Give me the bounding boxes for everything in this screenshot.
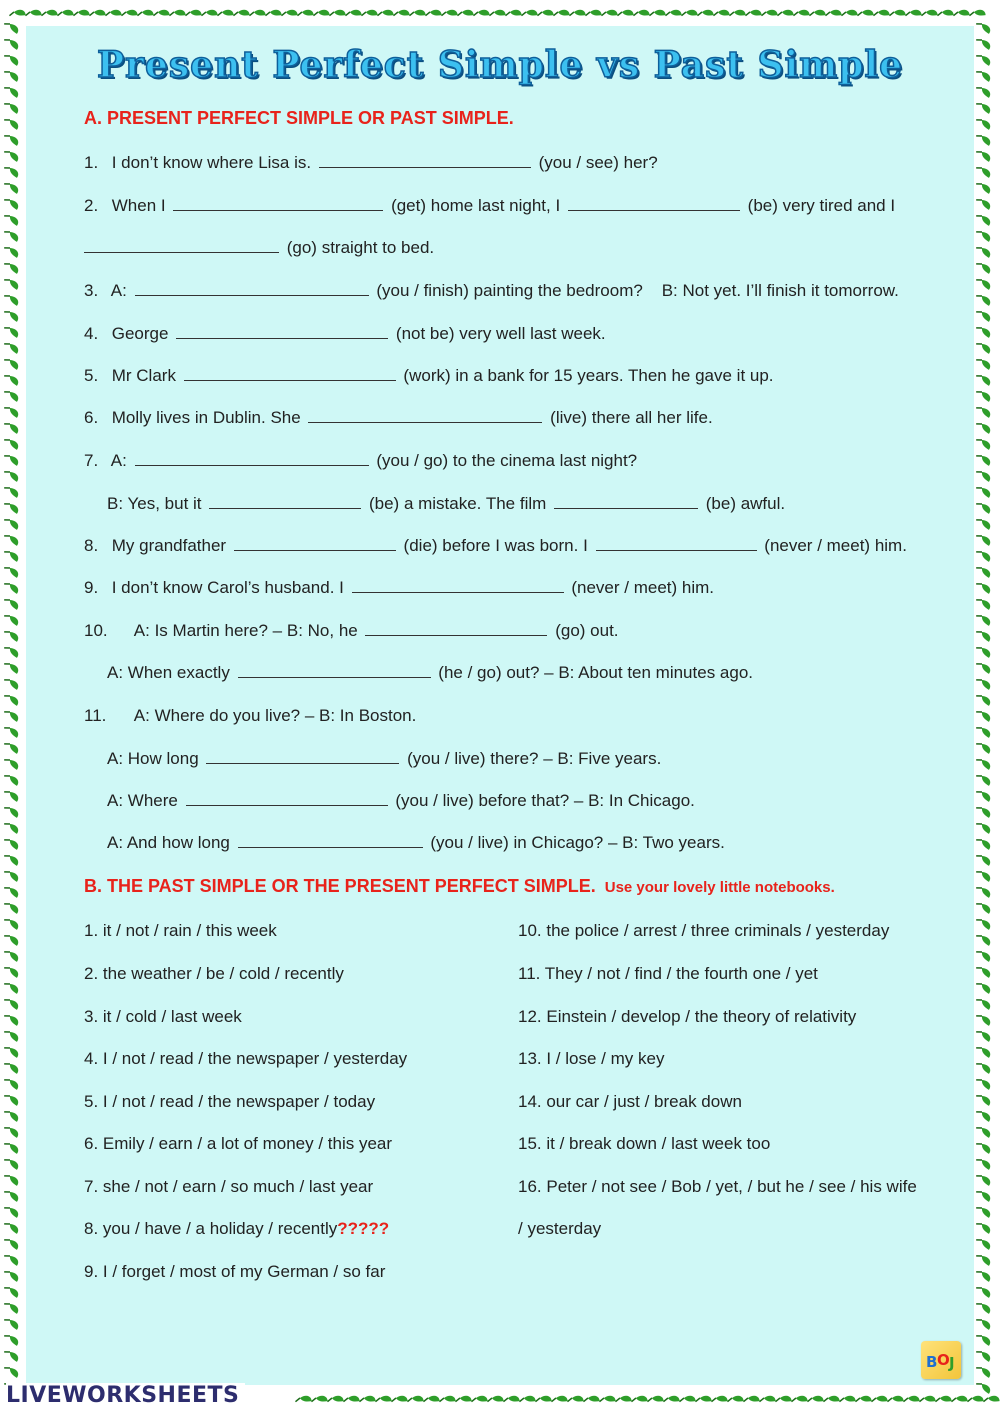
exercise-a-11: 11. A: Where do you live? – B: In Boston. xyxy=(84,706,417,725)
exercise-b-right-16-cont: / yesterday xyxy=(518,1219,602,1238)
worksheet-title: Present Perfect Simple vs Past Simple xyxy=(96,44,904,86)
exercise-a-5: 5. Mr Clark (work) in a bank for 15 years. Then he gave it up. xyxy=(84,366,774,385)
svg-text:O: O xyxy=(937,1351,950,1369)
answer-blank[interactable] xyxy=(209,494,361,509)
exercise-a-11-b: A: How long (you / live) there? – B: Five years. xyxy=(107,749,662,768)
exercise-a-1: 1. I don’t know where Lisa is. (you / see) her? xyxy=(84,153,658,172)
exercise-a-10-b: A: When exactly (he / go) out? – B: About ten minutes ago. xyxy=(107,663,754,682)
exercise-b-left-9: 9. I / forget / most of my German / so far xyxy=(84,1262,386,1281)
exercise-a-3: 3. A: (you / finish) painting the bedroom? B: Not yet. I’ll finish it tomorrow. xyxy=(84,281,899,300)
exercise-b-left-5: 5. I / not / read / the newspaper / today xyxy=(84,1092,376,1111)
exercise-a-6: 6. Molly lives in Dublin. She (live) there all her life. xyxy=(84,408,713,427)
exercise-b-right-11: 11. They / not / find / the fourth one / yet xyxy=(518,964,818,983)
answer-blank[interactable] xyxy=(206,749,399,764)
answer-blank[interactable] xyxy=(568,196,740,211)
answer-blank[interactable] xyxy=(135,451,369,466)
exercise-b-left-3: 3. it / cold / last week xyxy=(84,1007,242,1026)
exercise-a-10: 10. A: Is Martin here? – B: No, he (go) out. xyxy=(84,621,619,640)
exercise-b-left-6: 6. Emily / earn / a lot of money / this year xyxy=(84,1134,393,1153)
answer-blank[interactable] xyxy=(234,536,396,551)
section-b-heading: B. THE PAST SIMPLE OR THE PRESENT PERFECT SIMPLE. Use your lovely little notebooks. xyxy=(84,876,835,896)
boj-badge-logo xyxy=(921,1341,961,1379)
exercise-a-2: 2. When I (get) home last night, I (be) very tired and I xyxy=(84,196,896,215)
exercise-b-left-4: 4. I / not / read / the newspaper / yesterday xyxy=(84,1049,408,1068)
exercise-b-right-12: 12. Einstein / develop / the theory of relativity xyxy=(518,1007,857,1026)
section-a-heading: A. PRESENT PERFECT SIMPLE OR PAST SIMPLE. xyxy=(84,108,514,128)
question-marks: ????? xyxy=(337,1219,390,1238)
exercise-a-4: 4. George (not be) very well last week. xyxy=(84,324,606,343)
exercise-a-2-cont: (go) straight to bed. xyxy=(81,238,434,258)
exercise-a-11-d: A: And how long (you / live) in Chicago? – B: Two years. xyxy=(107,833,725,852)
answer-blank[interactable] xyxy=(554,494,698,509)
exercise-b-right-10: 10. the police / arrest / three criminals / yesterday xyxy=(518,921,890,940)
exercise-a-9: 9. I don’t know Carol’s husband. I (never / meet) him. xyxy=(84,578,715,597)
exercise-b-right-15: 15. it / break down / last week too xyxy=(518,1134,771,1153)
exercise-b-left-7: 7. she / not / earn / so much / last year xyxy=(84,1177,374,1196)
boj-badge-icon xyxy=(921,1341,961,1379)
section-b-note: Use your lovely little notebooks. xyxy=(604,879,835,896)
exercise-b-right-16: 16. Peter / not see / Bob / yet, / but he / see / his wife xyxy=(518,1177,917,1196)
exercise-a-7-b: B: Yes, but it (be) a mistake. The film (be) awful. xyxy=(107,494,786,513)
exercise-b-left-8: 8. you / have / a holiday / recently????? xyxy=(84,1219,390,1238)
answer-blank[interactable] xyxy=(176,324,388,339)
answer-blank[interactable] xyxy=(596,536,757,551)
answer-blank[interactable] xyxy=(308,408,542,423)
exercise-a-7: 7. A: (you / go) to the cinema last night? xyxy=(84,451,638,470)
answer-blank[interactable] xyxy=(173,196,383,211)
exercise-b-left-2: 2. the weather / be / cold / recently xyxy=(84,964,344,983)
answer-blank[interactable] xyxy=(352,578,564,593)
exercise-b-right-14: 14. our car / just / break down xyxy=(518,1092,742,1111)
exercise-b-right-13: 13. I / lose / my key xyxy=(518,1049,665,1068)
exercise-a-11-c: A: Where (you / live) before that? – B: In Chicago. xyxy=(107,791,695,810)
answer-blank[interactable] xyxy=(319,153,531,168)
exercise-b-left-1: 1. it / not / rain / this week xyxy=(84,921,277,940)
answer-blank[interactable] xyxy=(135,281,369,296)
answer-blank[interactable] xyxy=(186,791,388,806)
answer-blank[interactable] xyxy=(238,663,431,678)
svg-text:J: J xyxy=(949,1354,955,1372)
answer-blank[interactable] xyxy=(184,366,396,381)
liveworksheets-logo[interactable]: LIVEWORKSHEETS xyxy=(6,1383,245,1409)
svg-text:B: B xyxy=(926,1353,938,1371)
exercise-a-8: 8. My grandfather (die) before I was born. I (never / meet) him. xyxy=(84,536,907,555)
answer-blank[interactable] xyxy=(365,621,547,636)
answer-blank[interactable] xyxy=(238,833,423,848)
answer-blank[interactable] xyxy=(84,238,279,253)
